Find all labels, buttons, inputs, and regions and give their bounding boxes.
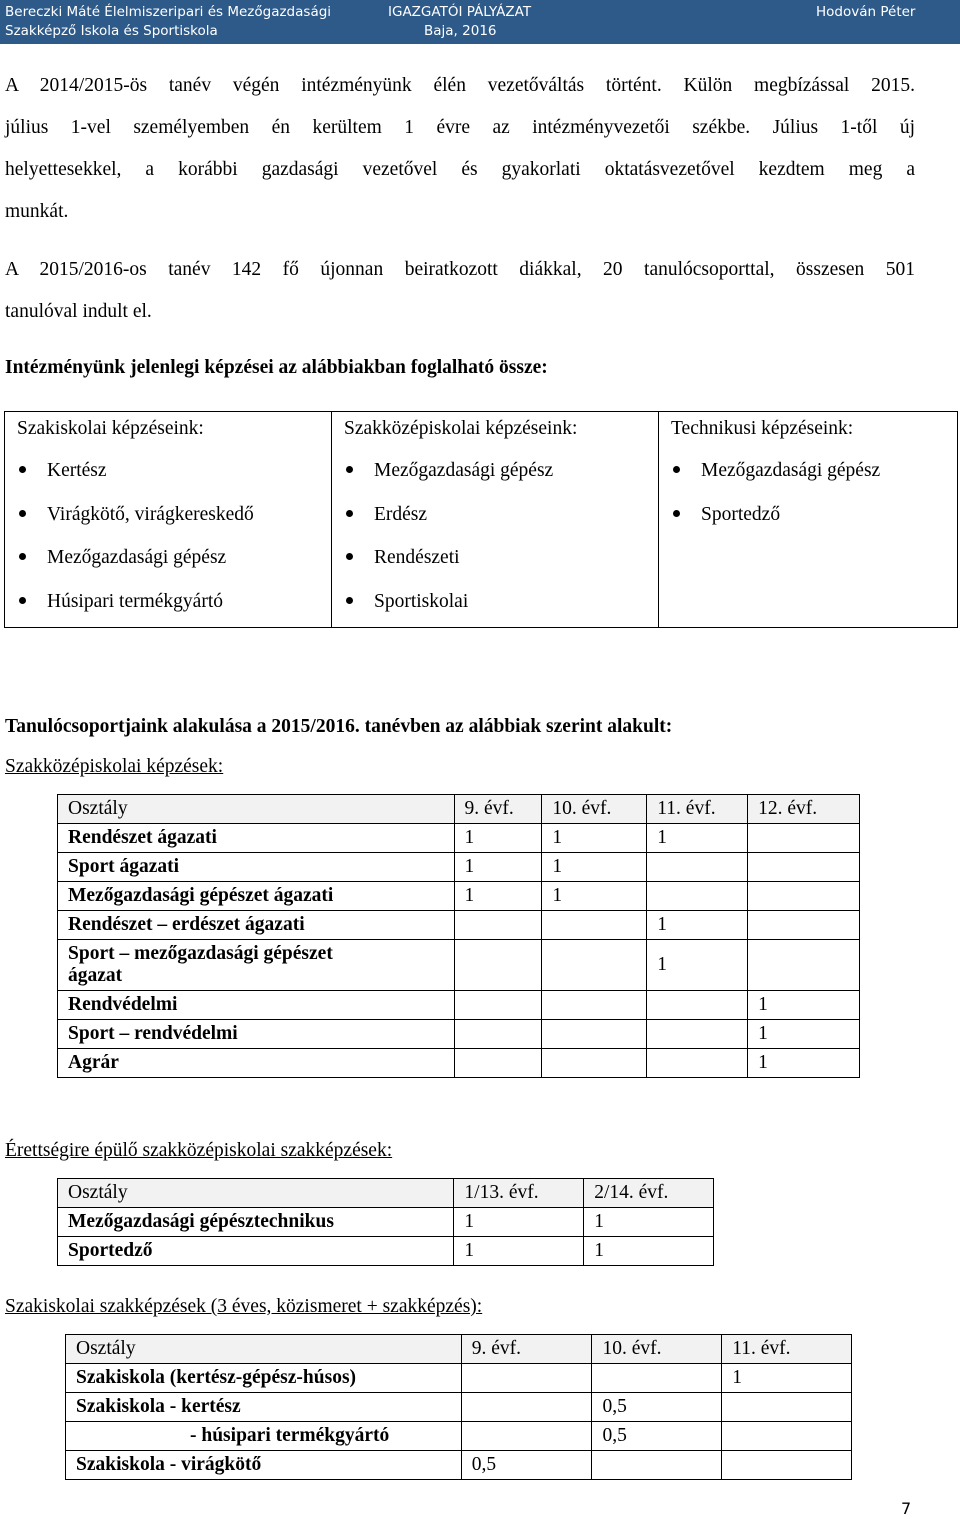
table-cell — [542, 911, 647, 940]
table-cell — [647, 991, 748, 1020]
table-cell: 1 — [454, 882, 542, 911]
bullet-icon — [19, 597, 26, 604]
page-number: 7 — [901, 1499, 912, 1518]
table-cell: 0,5 — [461, 1451, 592, 1480]
table-cell — [748, 940, 860, 991]
table-header-cell: 11. évf. — [722, 1335, 852, 1364]
table-header-cell: Osztály — [58, 795, 455, 824]
row-label: - húsipari termékgyártó — [66, 1422, 462, 1451]
table3-caption: Szakiskolai szakképzések (3 éves, közismeret + szakképzés): — [5, 1296, 483, 1317]
table-cell: 1 — [748, 1049, 860, 1078]
bullet-icon — [19, 553, 26, 560]
row-label: Szakiskola (kertész-gépész-húsos) — [66, 1364, 462, 1393]
table-cell: 1 — [454, 1237, 584, 1266]
table-cell: 1 — [647, 911, 748, 940]
header-school-line2: Szakképző Iskola és Sportiskola — [5, 23, 218, 39]
table-cell — [454, 991, 542, 1020]
row-label: Rendészet – erdészet ágazati — [58, 911, 455, 940]
row-label: Szakiskola - virágkötő — [66, 1451, 462, 1480]
table-header-row — [58, 1179, 714, 1208]
table-row — [58, 853, 860, 882]
list-item: Mezőgazdasági gépész — [19, 547, 226, 569]
table-header-row — [58, 795, 860, 824]
table-cell: 1 — [542, 824, 647, 853]
bullet-icon — [673, 510, 680, 517]
table-header-cell: 2/14. évf. — [584, 1179, 714, 1208]
training-col-secondary — [332, 412, 659, 627]
intro-p1-line4: munkát. — [5, 201, 69, 222]
row-label: Sport ágazati — [58, 853, 455, 882]
table-cell — [542, 940, 647, 991]
table-cell — [647, 1049, 748, 1078]
table-row — [58, 1049, 860, 1078]
table-cell — [748, 882, 860, 911]
training-col-vocational — [5, 412, 332, 627]
table-row — [66, 1364, 852, 1393]
intro-p2-line2: tanulóval indult el. — [5, 301, 152, 322]
row-label: Rendvédelmi — [58, 991, 455, 1020]
row-label: Sport – mezőgazdasági gépészet ágazat — [58, 940, 455, 991]
table-row — [66, 1422, 852, 1451]
list-item: Mezőgazdasági gépész — [673, 460, 880, 482]
table-row — [58, 1020, 860, 1049]
table-cell — [722, 1451, 852, 1480]
table-header-cell: Osztály — [66, 1335, 462, 1364]
table-cell — [454, 1049, 542, 1078]
table-cell — [542, 991, 647, 1020]
header-school-line1: Bereczki Máté Élelmiszeripari és Mezőgazdasági — [5, 4, 332, 20]
table-cell — [461, 1364, 592, 1393]
list-item: Virágkötő, virágkereskedő — [19, 504, 254, 526]
row-label: Agrár — [58, 1049, 455, 1078]
table-cell: 1 — [584, 1208, 714, 1237]
table-cell: 0,5 — [592, 1393, 722, 1422]
table-header-cell: 12. évf. — [748, 795, 860, 824]
row-label: Mezőgazdasági gépészet ágazati — [58, 882, 455, 911]
table-cell — [454, 1020, 542, 1049]
table-cell: 1 — [647, 940, 748, 991]
table-cell — [647, 882, 748, 911]
table-cell — [647, 853, 748, 882]
bullet-icon — [346, 510, 353, 517]
row-label: Mezőgazdasági gépésztechnikus — [58, 1208, 454, 1237]
table-row — [58, 991, 860, 1020]
table-cell: 1 — [454, 853, 542, 882]
header-author: Hodován Péter — [816, 4, 916, 20]
training-col1-head: Szakiskolai képzéseink: — [17, 418, 204, 439]
training-table — [4, 411, 958, 628]
bullet-icon — [19, 510, 26, 517]
table-header-cell: 9. évf. — [461, 1335, 592, 1364]
table-cell — [722, 1393, 852, 1422]
table-cell — [722, 1422, 852, 1451]
list-item: Húsipari termékgyártó — [19, 591, 223, 613]
vocational-table — [65, 1334, 852, 1480]
table-row — [66, 1393, 852, 1422]
intro-p2-line1: A 2015/2016-os tanév 142 fő újonnan beiratkozott diákkal, 20 tanulócsoporttal, összesen 501 — [5, 259, 915, 280]
table1-caption: Szakközépiskolai képzések: — [5, 756, 224, 777]
table-row — [58, 1237, 714, 1266]
table-row — [58, 940, 860, 991]
list-item: Rendészeti — [346, 547, 460, 569]
table-row — [58, 1208, 714, 1237]
table-cell: 1 — [722, 1364, 852, 1393]
table-cell — [454, 940, 542, 991]
table-cell — [748, 853, 860, 882]
table-cell — [454, 911, 542, 940]
table-header-cell: 10. évf. — [592, 1335, 722, 1364]
training-heading: Intézményünk jelenlegi képzései az alábbiakban foglalható össze: — [5, 357, 548, 378]
table-row — [66, 1451, 852, 1480]
row-label: Szakiskola - kertész — [66, 1393, 462, 1422]
intro-p1-line3: helyettesekkel, a korábbi gazdasági vezetővel és gyakorlati oktatásvezetővel kezdtem meg a — [5, 159, 915, 180]
bullet-icon — [346, 597, 353, 604]
table-cell — [542, 1049, 647, 1078]
list-item: Sportedző — [673, 504, 780, 526]
intro-p1-line2: július 1-vel személyemben én kerültem 1 évre az intézményvezetői székbe. Július 1-től új — [5, 117, 915, 138]
list-item: Erdész — [346, 504, 427, 526]
row-label: Sportedző — [58, 1237, 454, 1266]
table-header-cell: 9. évf. — [454, 795, 542, 824]
table-cell: 1 — [454, 824, 542, 853]
table-header-cell: Osztály — [58, 1179, 454, 1208]
table-header-cell: 1/13. évf. — [454, 1179, 584, 1208]
bullet-icon — [673, 466, 680, 473]
table-row — [58, 824, 860, 853]
page-header — [0, 0, 960, 44]
groups-heading: Tanulócsoportjaink alakulása a 2015/2016. tanévben az alábbiak szerint alakult: — [5, 716, 673, 737]
table-cell — [542, 1020, 647, 1049]
table-row — [58, 882, 860, 911]
table-cell: 1 — [647, 824, 748, 853]
table-cell: 1 — [584, 1237, 714, 1266]
table-cell: 1 — [542, 882, 647, 911]
table-cell — [748, 824, 860, 853]
row-label: Rendészet ágazati — [58, 824, 455, 853]
table2-caption: Érettségire épülő szakközépiskolai szakképzések: — [5, 1140, 393, 1161]
secondary-groups-table — [57, 794, 860, 1078]
header-doc-date: Baja, 2016 — [424, 23, 497, 39]
list-item: Kertész — [19, 460, 107, 482]
list-item: Mezőgazdasági gépész — [346, 460, 553, 482]
table-header-cell: 11. évf. — [647, 795, 748, 824]
table-cell: 1 — [454, 1208, 584, 1237]
table-cell — [592, 1451, 722, 1480]
table-cell — [748, 911, 860, 940]
training-col3-head: Technikusi képzéseink: — [671, 418, 854, 439]
bullet-icon — [346, 466, 353, 473]
table-cell: 1 — [748, 991, 860, 1020]
table-cell — [461, 1422, 592, 1451]
table-cell: 1 — [748, 1020, 860, 1049]
bullet-icon — [346, 553, 353, 560]
header-doc-title: IGAZGATÓI PÁLYÁZAT — [388, 4, 532, 20]
table-cell: 1 — [542, 853, 647, 882]
table-header-row — [66, 1335, 852, 1364]
post-matura-table — [57, 1178, 714, 1266]
intro-p1-line1: A 2014/2015-ös tanév végén intézményünk élén vezetőváltás történt. Külön megbízással 2015. — [5, 75, 915, 96]
table-cell — [647, 1020, 748, 1049]
training-col2-head: Szakközépiskolai képzéseink: — [344, 418, 578, 439]
table-cell — [592, 1364, 722, 1393]
table-cell — [461, 1393, 592, 1422]
row-label: Sport – rendvédelmi — [58, 1020, 455, 1049]
table-row — [58, 911, 860, 940]
list-item: Sportiskolai — [346, 591, 468, 613]
bullet-icon — [19, 466, 26, 473]
table-header-cell: 10. évf. — [542, 795, 647, 824]
table-cell: 0,5 — [592, 1422, 722, 1451]
training-col-technician — [659, 412, 957, 627]
